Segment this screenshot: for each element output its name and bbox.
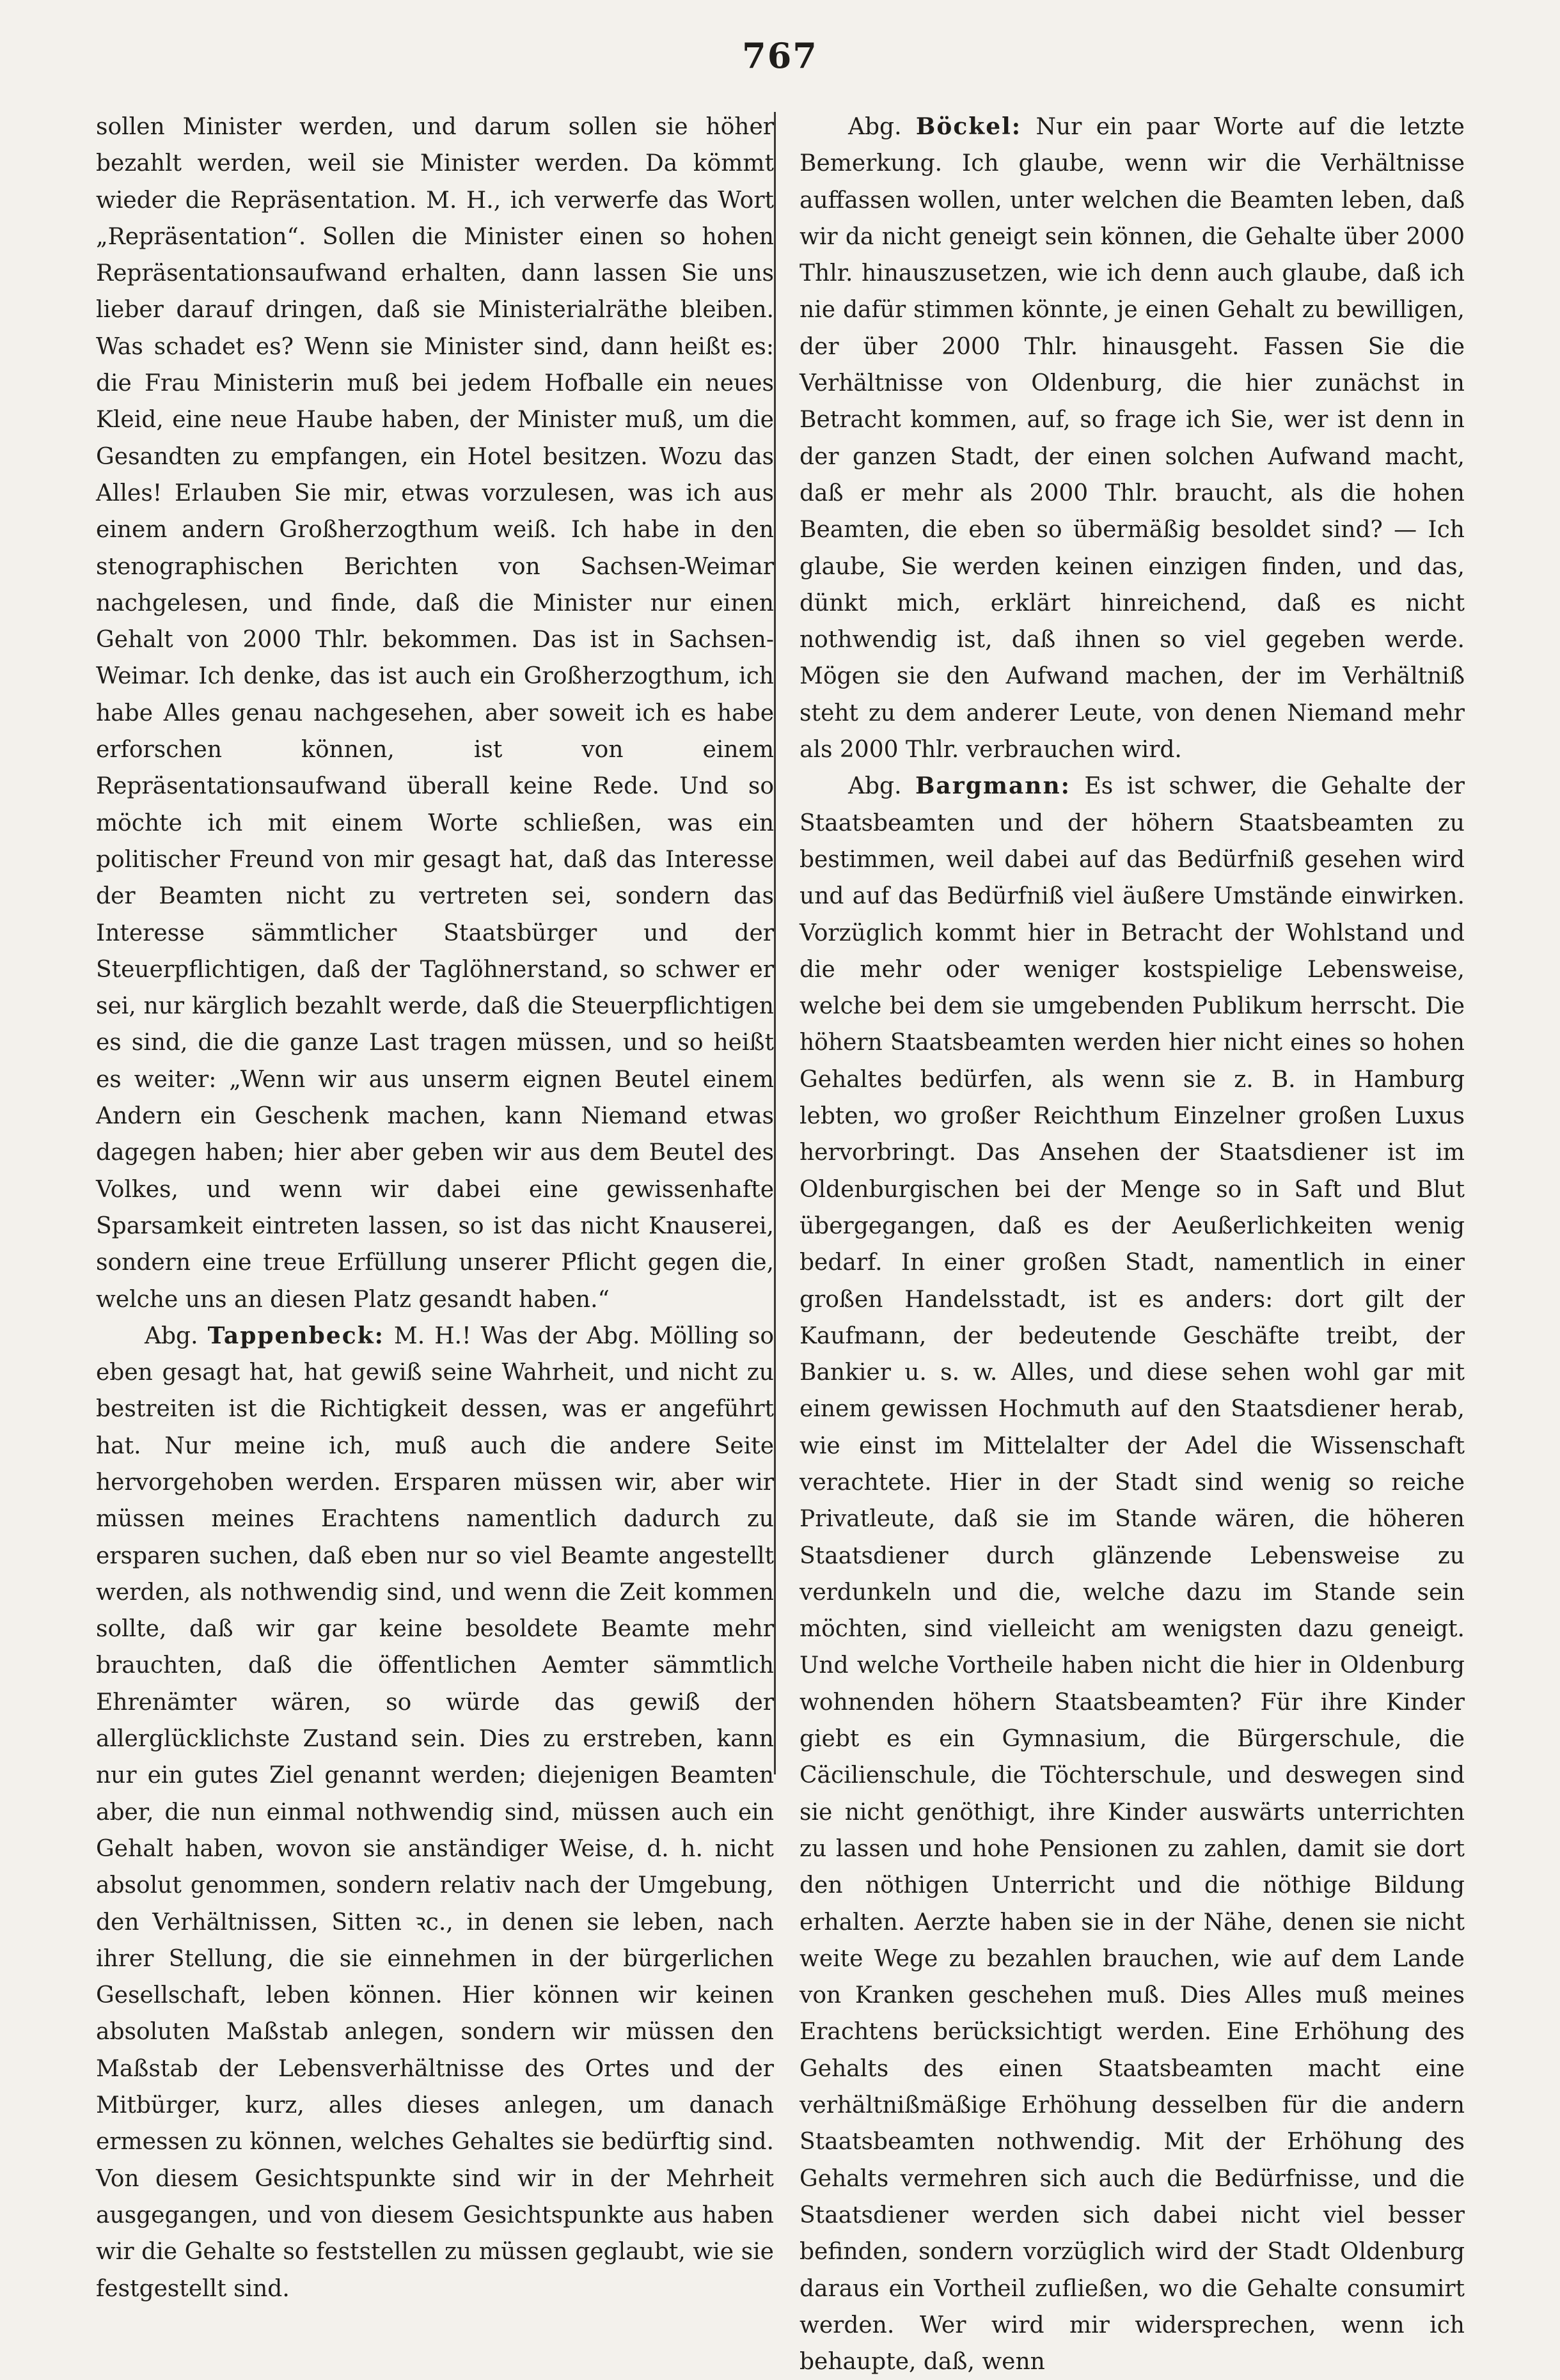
abg-label: Abg.: [848, 773, 902, 800]
speech-text: Nur ein paar Worte auf die letzte Bemerkung. Ich glaube, wenn wir die Verhältnisse auffassen wollen, unter welchen die Beamten leben, daß wir da nicht geneigt sein können, die Gehalte über 2000 Thlr. hinauszusetzen, wie ich denn auch glaube, daß ich nie dafür stimmen könnte, je einen Gehalt zu bewilligen, der über 2000 Thlr. hinausgeht. Fassen Sie die Verhältnisse von Oldenburg, die hier zunächst in Betracht kommen, auf, so frage ich Sie, wer ist denn in der ganzen Stadt, der einen solchen Aufwand macht, daß er mehr als 2000 Thlr. braucht, als die hohen Beamten, die eben so übermäßig besoldet sind? — Ich glaube, Sie werden keinen einzigen finden, und das, dünkt mich, erklärt hinreichend, daß es nicht nothwendig ist, daß ihnen so viel gegeben werde. Mögen sie den Aufwand machen, der im Verhältniß steht zu dem anderer Leute, von denen Niemand mehr als 2000 Thlr. verbrauchen wird.: [800, 114, 1465, 763]
speaker-boeckel: Böckel:: [915, 113, 1022, 140]
right-column: [800, 109, 1465, 2380]
paragraph-1: sollen Minister werden, und darum sollen sie höher bezahlt werden, weil sie Minister werden. Da kömmt wieder die Repräsentation. M. H., ich verwerfe das Wort „Repräsentation“. Sollen die Minister einen so hohen Repräsentationsaufwand erhalten, dann lassen Sie uns lieber darauf dringen, daß sie Ministerialräthe bleiben. Was schadet es? Wenn sie Minister sind, dann heißt es: die Frau Ministerin muß bei jedem Hofballe ein neues Kleid, eine neue Haube haben, der Minister muß, um die Gesandten zu empfangen, ein Hotel besitzen. Wozu das Alles! Erlauben Sie mir, etwas vorzulesen, was ich aus einem andern Großherzogthum weiß. Ich habe in den stenographischen Berichten von Sachsen-Weimar nachgelesen, und finde, daß die Minister nur einen Gehalt von 2000 Thlr. bekommen. Das ist in Sachsen-Weimar. Ich denke, das ist auch ein Großherzogthum, ich habe Alles genau nachgesehen, aber soweit ich es habe erforschen können, ist von einem Repräsentationsaufwand überall keine Rede. Und so möchte ich mit einem Worte schließen, was ein politischer Freund von mir gesagt hat, daß das Interesse der Beamten nicht zu vertreten sei, sondern das Interesse sämmtlicher Staatsbürger und der Steuerpflichtigen, daß der Taglöhnerstand, so schwer er sei, nur kärglich bezahlt werde, daß die Steuerpflichtigen es sind, die die ganze Last tragen müssen, und so heißt es weiter: „Wenn wir aus unserm eignen Beutel einem Andern ein Geschenk machen, kann Niemand etwas dagegen haben; hier aber geben wir aus dem Beutel des Volkes, und wenn wir dabei eine gewissenhafte Sparsamkeit eintreten lassen, so ist das nicht Knauserei, sondern eine treue Erfüllung unserer Pflicht gegen die, welche uns an diesen Platz gesandt haben.“: [96, 114, 774, 1313]
speech-text: Es ist schwer, die Gehalte der Staatsbeamten und der höhern Staatsbeamten zu bestimmen, weil dabei auf das Bedürfniß gesehen wird und auf das Bedürfniß viel äußere Umstände einwirken. Vorzüglich kommt hier in Betracht der Wohlstand und die mehr oder weniger kostspielige Lebensweise, welche bei dem sie umgebenden Publikum herrscht. Die höhern Staatsbeamten werden hier nicht eines so hohen Gehaltes bedürfen, als wenn sie z. B. in Hamburg lebten, wo großer Reichthum Einzelner großen Luxus hervorbringt. Das Ansehen der Staatsdiener ist im Oldenburgischen bei der Menge so in Saft und Blut übergegangen, daß es der Aeußerlichkeiten wenig bedarf. In einer großen Stadt, namentlich in einer großen Handelsstadt, ist es anders: dort gilt der Kaufmann, der bedeutende Geschäfte treibt, der Bankier u. s. w. Alles, und diese sehen wohl gar mit einem gewissen Hochmuth auf den Staatsdiener herab, wie einst im Mittelalter der Adel die Wissenschaft verachtete. Hier in der Stadt sind wenig so reiche Privatleute, daß sie im Stande wären, die höheren Staatsdiener durch glänzende Lebensweise zu verdunkeln und die, welche dazu im Stande sein möchten, sind vielleicht am wenigsten dazu geneigt. Und welche Vortheile haben nicht die hier in Oldenburg wohnenden höhern Staatsbeamten? Für ihre Kinder giebt es ein Gymnasium, die Bürgerschule, die Cäcilienschule, die Töchterschule, und deswegen sind sie nicht genöthigt, ihre Kinder auswärts unterrichten zu lassen und hohe Pensionen zu zahlen, damit sie dort den nöthigen Unterricht und die nöthige Bildung erhalten. Aerzte haben sie in der Nähe, denen sie nicht weite Wege zu bezahlen brauchen, wie auf dem Lande von Kranken geschehen muß. Dies Alles muß meines Erachtens berücksichtigt werden. Eine Erhöhung des Gehalts des einen Staatsbeamten macht eine verhältnißmäßige Erhöhung desselben für die andern Staatsbeamten nothwendig. Mit der Erhöhung des Gehalts vermehren sich auch die Bedürfnisse, und die Staatsdiener werden sich dabei nicht viel besser befinden, sondern vorzüglich wird der Stadt Oldenburg daraus ein Vortheil zufließen, wo die Gehalte consumirt werden. Wer wird mir widersprechen, wenn ich behaupte, daß, wenn: [800, 773, 1465, 2376]
speaker-bargmann: Bargmann:: [915, 772, 1071, 800]
left-column: [96, 109, 774, 2307]
abg-label: Abg.: [848, 114, 902, 140]
speaker-tappenbeck: Tappenbeck:: [207, 1322, 384, 1349]
column-divider: [774, 112, 776, 1774]
page-number: 767: [742, 35, 818, 76]
paragraph-boeckel: [800, 109, 1465, 768]
paragraph-tappenbeck: [96, 1318, 774, 2307]
speech-text: M. H.! Was der Abg. Mölling so eben gesagt hat, hat gewiß seine Wahrheit, und nicht zu bestreiten ist die Richtigkeit dessen, was er angeführt hat. Nur meine ich, muß auch die andere Seite hervorgehoben werden. Ersparen müssen wir, aber wir müssen meines Erachtens namentlich dadurch zu ersparen suchen, daß eben nur so viel Beamte angestellt werden, als nothwendig sind, und wenn die Zeit kommen sollte, daß wir gar keine besoldete Beamte mehr brauchten, daß die öffentlichen Aemter sämmtlich Ehrenämter wären, so würde das gewiß der allerglücklichste Zustand sein. Dies zu erstreben, kann nur ein gutes Ziel genannt werden; diejenigen Beamten aber, die nun einmal nothwendig sind, müssen auch ein Gehalt haben, wovon sie anständiger Weise, d. h. nicht absolut genommen, sondern relativ nach der Umgebung, den Verhältnissen, Sitten ꝛc., in denen sie leben, nach ihrer Stellung, die sie einnehmen in der bürgerlichen Gesellschaft, leben können. Hier können wir keinen absoluten Maßstab anlegen, sondern wir müssen den Maßstab der Lebensverhältnisse des Ortes und der Mitbürger, kurz, alles dieses anlegen, um danach ermessen zu können, welches Gehaltes sie bedürftig sind. Von diesem Gesichtspunkte sind wir in der Mehrheit ausgegangen, und von diesem Gesichtspunkte aus haben wir die Gehalte so feststellen zu müssen geglaubt, wie sie festgestellt sind.: [96, 1322, 774, 2302]
paragraph-bargmann: [800, 768, 1465, 2380]
abg-label: Abg.: [145, 1322, 198, 1349]
